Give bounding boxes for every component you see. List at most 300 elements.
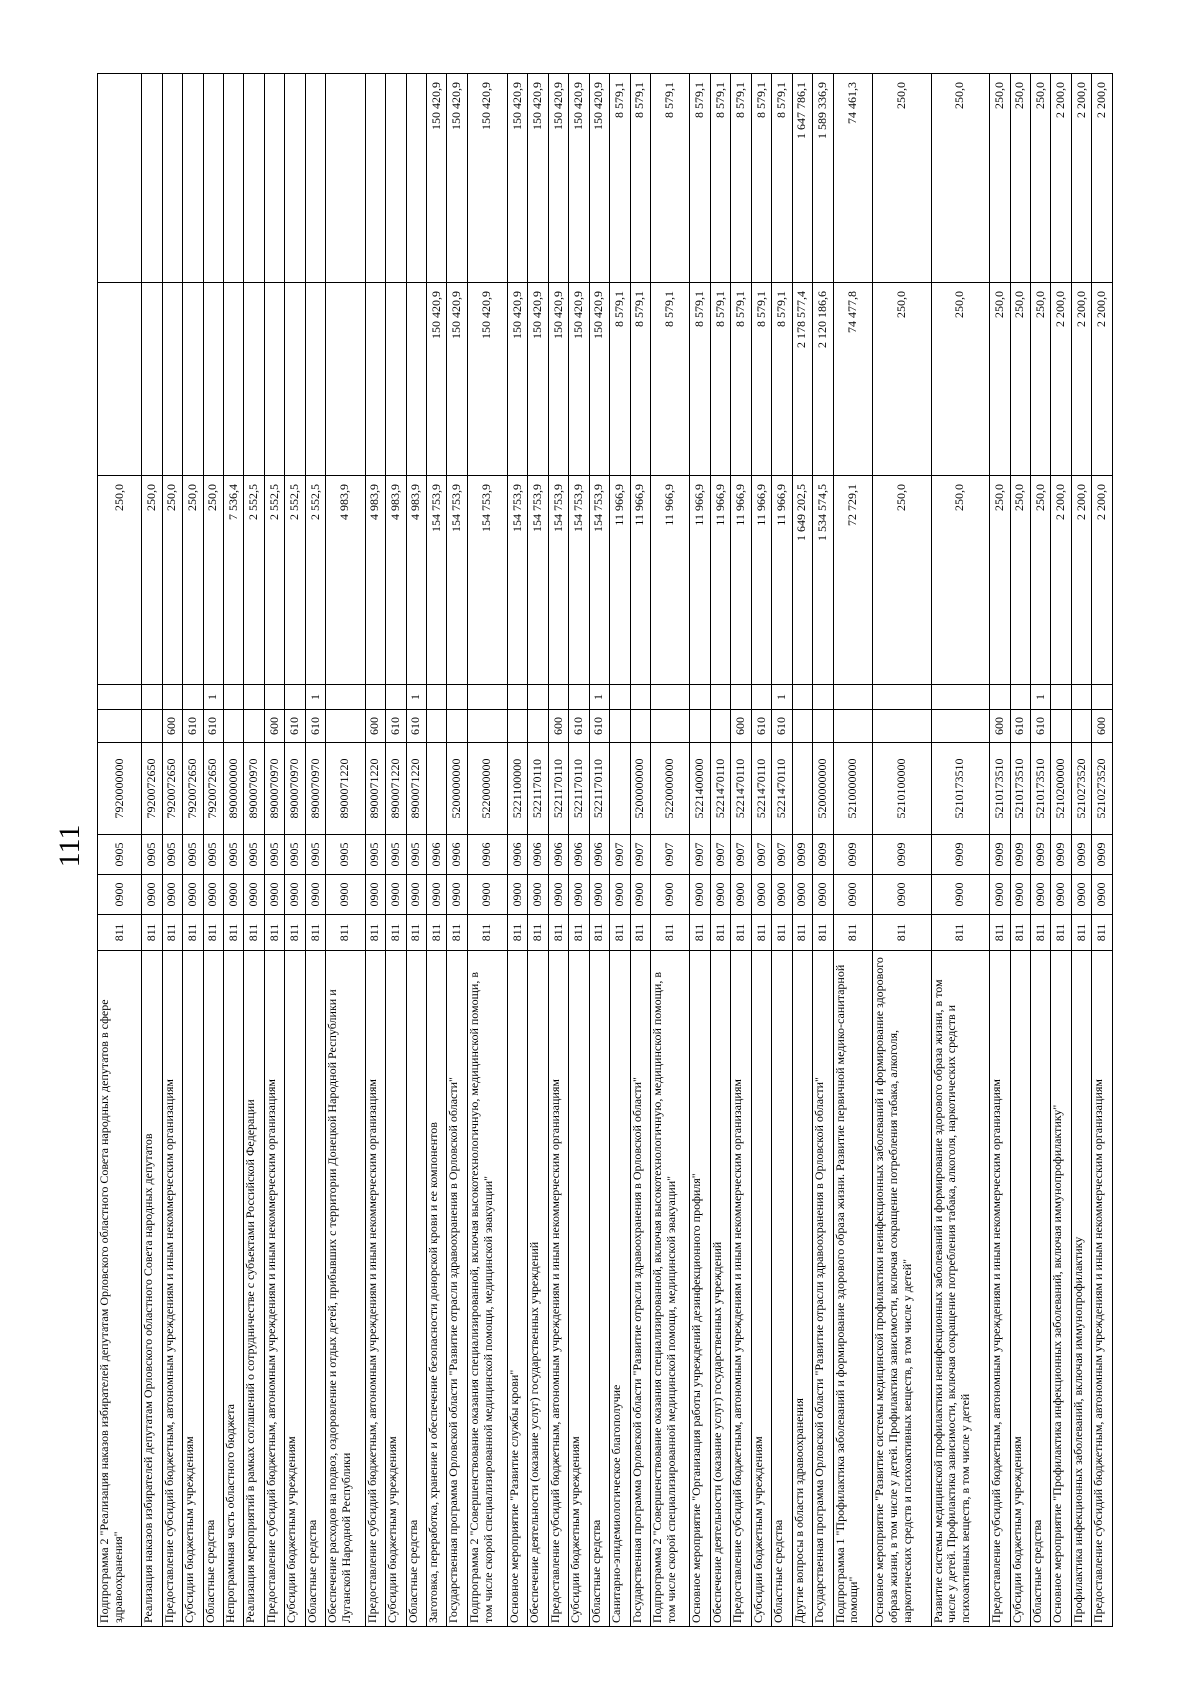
row-source-flag — [569, 685, 589, 710]
table-row — [162, 74, 182, 1627]
row-amount-3 — [264, 74, 284, 283]
row-amount-3 — [386, 74, 406, 283]
row-section-code: 0900 — [162, 875, 182, 915]
row-expense-type-code — [326, 710, 366, 743]
row-amount-3 — [203, 74, 223, 283]
row-amount-1: 2 200,0 — [1051, 476, 1071, 685]
row-name: Основное мероприятие "Профилактика инфекционных заболеваний, включая иммунопрофилактику" — [1051, 951, 1071, 1627]
row-expense-type-code — [223, 710, 243, 743]
row-ved-code: 811 — [223, 915, 243, 951]
table-row — [1092, 74, 1113, 1627]
row-expense-type-code: 610 — [569, 710, 589, 743]
row-expense-type-code — [1071, 710, 1091, 743]
row-amount-1: 154 753,9 — [569, 476, 589, 685]
row-amount-3: 8 579,1 — [630, 74, 650, 283]
row-name: Основное мероприятие "Развитие службы крови" — [507, 951, 527, 1627]
row-subsection-code: 0909 — [1031, 835, 1051, 875]
row-target-article-code: 8900071220 — [326, 743, 366, 835]
row-subsection-code: 0909 — [990, 835, 1010, 875]
row-amount-2 — [244, 283, 264, 476]
row-section-code: 0900 — [467, 875, 507, 915]
row-expense-type-code: 610 — [406, 710, 426, 743]
table-row — [326, 74, 366, 1627]
row-subsection-code: 0905 — [326, 835, 366, 875]
row-name: Предоставление субсидий бюджетным, автономным учреждениям и иным некоммерческим организациям — [365, 951, 385, 1627]
row-amount-1: 1 534 574,5 — [813, 476, 833, 685]
row-amount-1: 2 552,5 — [305, 476, 325, 685]
row-section-code: 0900 — [792, 875, 812, 915]
row-expense-type-code: 600 — [162, 710, 182, 743]
row-amount-2: 8 579,1 — [772, 283, 792, 476]
row-source-flag — [223, 685, 243, 710]
row-ved-code: 811 — [873, 915, 932, 951]
row-name: Подпрограмма 1 "Профилактика заболеваний и формирование здорового образа жизни. Развитие первичной медико-санитарной помощи" — [833, 951, 873, 1627]
row-target-article-code: 8900070970 — [285, 743, 305, 835]
row-ved-code: 811 — [1092, 915, 1113, 951]
row-expense-type-code — [710, 710, 730, 743]
row-amount-2: 250,0 — [873, 283, 932, 476]
row-subsection-code: 0905 — [203, 835, 223, 875]
row-source-flag — [990, 685, 1010, 710]
row-expense-type-code — [873, 710, 932, 743]
row-amount-1: 250,0 — [203, 476, 223, 685]
row-name: Государственная программа Орловской области "Развитие отрасли здравоохранения в Орловской области" — [447, 951, 467, 1627]
table-row — [1071, 74, 1091, 1627]
row-amount-3: 8 579,1 — [710, 74, 730, 283]
row-ved-code: 811 — [690, 915, 710, 951]
row-amount-2: 150 420,9 — [426, 283, 446, 476]
row-target-article-code: 7920072650 — [142, 743, 162, 835]
table-row — [833, 74, 873, 1627]
row-amount-3: 250,0 — [1031, 74, 1051, 283]
row-amount-1: 4 983,9 — [365, 476, 385, 685]
row-section-code: 0900 — [751, 875, 771, 915]
row-source-flag — [710, 685, 730, 710]
row-subsection-code: 0905 — [244, 835, 264, 875]
row-section-code: 0900 — [813, 875, 833, 915]
table-row — [931, 74, 990, 1627]
row-ved-code: 811 — [183, 915, 203, 951]
table-row — [589, 74, 609, 1627]
row-ved-code: 811 — [285, 915, 305, 951]
row-amount-3: 2 200,0 — [1092, 74, 1113, 283]
row-expense-type-code — [792, 710, 812, 743]
row-ved-code: 811 — [772, 915, 792, 951]
row-name: Основное мероприятие "Развитие системы медицинской профилактики неинфекционных заболеваний и формирование здорового образа жизни, в том числе у детей. Профилактика зависимости, включая сокращение потребления табака, алкоголя, наркотических средств и психоактивных веществ, в том числе у детей" — [873, 951, 932, 1627]
row-amount-1: 72 729,1 — [833, 476, 873, 685]
row-source-flag: 1 — [305, 685, 325, 710]
row-section-code: 0900 — [386, 875, 406, 915]
row-ved-code: 811 — [751, 915, 771, 951]
row-subsection-code: 0905 — [264, 835, 284, 875]
row-ved-code: 811 — [792, 915, 812, 951]
row-amount-3 — [223, 74, 243, 283]
row-amount-3: 250,0 — [990, 74, 1010, 283]
row-source-flag — [98, 685, 142, 710]
row-source-flag — [813, 685, 833, 710]
row-name: Государственная программа Орловской области "Развитие отрасли здравоохранения в Орловской области" — [630, 951, 650, 1627]
row-source-flag: 1 — [589, 685, 609, 710]
table-row — [772, 74, 792, 1627]
row-source-flag — [183, 685, 203, 710]
row-amount-2 — [264, 283, 284, 476]
row-subsection-code: 0905 — [406, 835, 426, 875]
row-ved-code: 811 — [528, 915, 548, 951]
row-section-code: 0900 — [548, 875, 568, 915]
row-target-article-code: 5221470110 — [710, 743, 730, 835]
row-amount-3 — [183, 74, 203, 283]
row-amount-3: 74 461,3 — [833, 74, 873, 283]
row-amount-3 — [365, 74, 385, 283]
row-section-code: 0900 — [931, 875, 990, 915]
row-target-article-code: 5210173510 — [990, 743, 1010, 835]
row-target-article-code: 5210273520 — [1092, 743, 1113, 835]
row-source-flag — [650, 685, 690, 710]
row-amount-1: 11 966,9 — [630, 476, 650, 685]
row-section-code: 0900 — [630, 875, 650, 915]
row-amount-2 — [203, 283, 223, 476]
row-source-flag — [467, 685, 507, 710]
row-amount-1: 4 983,9 — [326, 476, 366, 685]
row-target-article-code: 5210100000 — [873, 743, 932, 835]
table-row — [264, 74, 284, 1627]
row-amount-1: 11 966,9 — [610, 476, 630, 685]
row-target-article-code — [792, 743, 812, 835]
row-expense-type-code — [528, 710, 548, 743]
row-amount-1: 4 983,9 — [406, 476, 426, 685]
row-name: Другие вопросы в области здравоохранения — [792, 951, 812, 1627]
row-target-article-code: 5221470110 — [731, 743, 751, 835]
row-amount-3: 150 420,9 — [548, 74, 568, 283]
row-ved-code: 811 — [931, 915, 990, 951]
row-amount-1: 250,0 — [142, 476, 162, 685]
table-row — [1031, 74, 1051, 1627]
row-subsection-code: 0906 — [447, 835, 467, 875]
row-expense-type-code — [142, 710, 162, 743]
row-amount-2: 8 579,1 — [650, 283, 690, 476]
row-amount-1: 1 649 202,5 — [792, 476, 812, 685]
row-ved-code: 811 — [365, 915, 385, 951]
row-source-flag — [833, 685, 873, 710]
row-amount-3 — [244, 74, 264, 283]
row-ved-code: 811 — [1051, 915, 1071, 951]
row-source-flag — [931, 685, 990, 710]
row-ved-code: 811 — [162, 915, 182, 951]
row-amount-1: 250,0 — [931, 476, 990, 685]
row-expense-type-code: 600 — [548, 710, 568, 743]
row-amount-2 — [386, 283, 406, 476]
row-subsection-code: 0906 — [569, 835, 589, 875]
row-amount-2: 150 420,9 — [467, 283, 507, 476]
row-amount-1: 154 753,9 — [528, 476, 548, 685]
budget-table-container — [97, 74, 1113, 1627]
row-source-flag: 1 — [1031, 685, 1051, 710]
row-source-flag — [528, 685, 548, 710]
row-expense-type-code: 600 — [1092, 710, 1113, 743]
table-row — [183, 74, 203, 1627]
row-amount-1: 2 200,0 — [1092, 476, 1113, 685]
row-subsection-code: 0909 — [873, 835, 932, 875]
row-amount-1: 154 753,9 — [589, 476, 609, 685]
row-ved-code: 811 — [650, 915, 690, 951]
row-target-article-code: 5221170110 — [589, 743, 609, 835]
row-source-flag: 1 — [203, 685, 223, 710]
row-section-code: 0900 — [1051, 875, 1071, 915]
row-name: Областные средства — [203, 951, 223, 1627]
row-ved-code: 811 — [990, 915, 1010, 951]
row-expense-type-code — [244, 710, 264, 743]
row-name: Субсидии бюджетным учреждениям — [183, 951, 203, 1627]
row-target-article-code: 7920000000 — [98, 743, 142, 835]
row-subsection-code: 0906 — [426, 835, 446, 875]
row-amount-2: 8 579,1 — [690, 283, 710, 476]
row-amount-1: 250,0 — [1010, 476, 1030, 685]
row-source-flag — [792, 685, 812, 710]
row-section-code: 0900 — [1010, 875, 1030, 915]
table-row — [1051, 74, 1071, 1627]
row-amount-3: 150 420,9 — [507, 74, 527, 283]
table-row — [447, 74, 467, 1627]
row-amount-2: 150 420,9 — [447, 283, 467, 476]
row-section-code: 0900 — [406, 875, 426, 915]
row-subsection-code: 0909 — [792, 835, 812, 875]
row-amount-3: 2 200,0 — [1051, 74, 1071, 283]
row-amount-3 — [162, 74, 182, 283]
row-ved-code: 811 — [731, 915, 751, 951]
table-row — [406, 74, 426, 1627]
row-ved-code: 811 — [406, 915, 426, 951]
row-name: Подпрограмма 2 "Совершенствование оказания специализированной, включая высокотехнологичную, медицинской помощи, в том числе скорой специализированной медицинской помощи, медицинской эвакуации" — [650, 951, 690, 1627]
row-amount-2: 8 579,1 — [630, 283, 650, 476]
row-expense-type-code — [813, 710, 833, 743]
row-expense-type-code — [447, 710, 467, 743]
row-amount-2: 8 579,1 — [751, 283, 771, 476]
row-expense-type-code: 600 — [990, 710, 1010, 743]
row-name: Санитарно-эпидемиологическое благополучие — [610, 951, 630, 1627]
row-expense-type-code: 600 — [365, 710, 385, 743]
row-source-flag — [690, 685, 710, 710]
row-amount-3 — [98, 74, 142, 283]
table-row — [285, 74, 305, 1627]
row-source-flag — [873, 685, 932, 710]
row-expense-type-code: 610 — [203, 710, 223, 743]
row-section-code: 0900 — [589, 875, 609, 915]
row-source-flag — [1010, 685, 1030, 710]
row-amount-2: 150 420,9 — [569, 283, 589, 476]
row-expense-type-code: 610 — [1031, 710, 1051, 743]
row-section-code: 0900 — [98, 875, 142, 915]
row-ved-code: 811 — [386, 915, 406, 951]
row-subsection-code: 0905 — [386, 835, 406, 875]
row-amount-3 — [326, 74, 366, 283]
row-ved-code: 811 — [1031, 915, 1051, 951]
row-target-article-code: 8900070970 — [264, 743, 284, 835]
row-expense-type-code: 600 — [264, 710, 284, 743]
table-row — [690, 74, 710, 1627]
row-source-flag — [264, 685, 284, 710]
row-ved-code: 811 — [264, 915, 284, 951]
row-amount-1: 2 552,5 — [264, 476, 284, 685]
row-amount-1: 154 753,9 — [467, 476, 507, 685]
table-body — [98, 74, 1113, 1627]
table-row — [467, 74, 507, 1627]
row-subsection-code: 0905 — [223, 835, 243, 875]
page-number: 111 — [53, 824, 86, 868]
table-row — [507, 74, 527, 1627]
row-section-code: 0900 — [244, 875, 264, 915]
row-subsection-code: 0907 — [630, 835, 650, 875]
row-subsection-code: 0907 — [610, 835, 630, 875]
budget-table — [97, 73, 1113, 1627]
row-amount-3: 250,0 — [931, 74, 990, 283]
row-ved-code: 811 — [710, 915, 730, 951]
row-amount-3: 150 420,9 — [528, 74, 548, 283]
row-section-code: 0900 — [223, 875, 243, 915]
row-target-article-code: 5220000000 — [467, 743, 507, 835]
row-subsection-code: 0906 — [589, 835, 609, 875]
row-subsection-code: 0909 — [1010, 835, 1030, 875]
row-target-article-code: 8900071220 — [386, 743, 406, 835]
row-subsection-code: 0907 — [710, 835, 730, 875]
row-subsection-code: 0905 — [365, 835, 385, 875]
row-section-code: 0900 — [183, 875, 203, 915]
table-row — [365, 74, 385, 1627]
row-amount-2: 150 420,9 — [507, 283, 527, 476]
row-name: Субсидии бюджетным учреждениям — [285, 951, 305, 1627]
row-amount-2: 2 200,0 — [1051, 283, 1071, 476]
row-source-flag: 1 — [772, 685, 792, 710]
row-amount-1: 2 552,5 — [244, 476, 264, 685]
row-amount-2: 2 200,0 — [1071, 283, 1091, 476]
row-name: Субсидии бюджетным учреждениям — [386, 951, 406, 1627]
row-amount-1: 250,0 — [98, 476, 142, 685]
row-source-flag — [630, 685, 650, 710]
row-subsection-code: 0907 — [650, 835, 690, 875]
row-target-article-code: 5200000000 — [447, 743, 467, 835]
row-expense-type-code — [426, 710, 446, 743]
row-amount-3: 150 420,9 — [569, 74, 589, 283]
row-amount-2: 250,0 — [931, 283, 990, 476]
row-section-code: 0900 — [1092, 875, 1113, 915]
table-row — [548, 74, 568, 1627]
row-name: Государственная программа Орловской области "Развитие отрасли здравоохранения в Орловской области" — [813, 951, 833, 1627]
rotated-table-wrapper — [97, 74, 1113, 1627]
row-amount-2: 150 420,9 — [528, 283, 548, 476]
row-expense-type-code: 610 — [751, 710, 771, 743]
row-expense-type-code: 600 — [731, 710, 751, 743]
row-target-article-code: 5221170110 — [569, 743, 589, 835]
table-row — [386, 74, 406, 1627]
row-target-article-code: 8900071220 — [406, 743, 426, 835]
row-amount-2 — [326, 283, 366, 476]
row-subsection-code: 0905 — [183, 835, 203, 875]
row-name: Непрограммная часть областного бюджета — [223, 951, 243, 1627]
row-name: Предоставление субсидий бюджетным, автономным учреждениям и иным некоммерческим организациям — [990, 951, 1010, 1627]
row-amount-1: 250,0 — [162, 476, 182, 685]
row-ved-code: 811 — [326, 915, 366, 951]
row-amount-1: 11 966,9 — [710, 476, 730, 685]
table-row — [528, 74, 548, 1627]
row-amount-3 — [285, 74, 305, 283]
row-name: Основное мероприятие "Организация работы учреждений дезинфекционного профиля" — [690, 951, 710, 1627]
row-section-code: 0900 — [731, 875, 751, 915]
row-section-code: 0900 — [285, 875, 305, 915]
row-name: Областные средства — [772, 951, 792, 1627]
row-section-code: 0900 — [990, 875, 1010, 915]
row-ved-code: 811 — [142, 915, 162, 951]
row-amount-3: 8 579,1 — [751, 74, 771, 283]
row-target-article-code: 5221100000 — [507, 743, 527, 835]
row-source-flag — [548, 685, 568, 710]
row-amount-2 — [223, 283, 243, 476]
row-section-code: 0900 — [772, 875, 792, 915]
row-amount-2: 250,0 — [1010, 283, 1030, 476]
row-target-article-code: 5210173510 — [931, 743, 990, 835]
row-amount-2: 250,0 — [990, 283, 1010, 476]
row-amount-3: 8 579,1 — [772, 74, 792, 283]
row-name: Предоставление субсидий бюджетным, автономным учреждениям и иным некоммерческим организациям — [731, 951, 751, 1627]
row-amount-3: 250,0 — [873, 74, 932, 283]
row-subsection-code: 0909 — [931, 835, 990, 875]
row-expense-type-code: 610 — [305, 710, 325, 743]
row-expense-type-code — [630, 710, 650, 743]
row-ved-code: 811 — [833, 915, 873, 951]
row-ved-code: 811 — [244, 915, 264, 951]
row-section-code: 0900 — [690, 875, 710, 915]
row-amount-1: 250,0 — [1031, 476, 1051, 685]
row-amount-2 — [98, 283, 142, 476]
row-amount-2: 74 477,8 — [833, 283, 873, 476]
row-amount-1: 7 536,4 — [223, 476, 243, 685]
row-amount-2: 150 420,9 — [589, 283, 609, 476]
row-amount-1: 2 200,0 — [1071, 476, 1091, 685]
row-target-article-code: 5221470110 — [751, 743, 771, 835]
table-row — [305, 74, 325, 1627]
row-subsection-code: 0907 — [751, 835, 771, 875]
row-name: Подпрограмма 2 "Реализация наказов избирателей депутатам Орловского областного Совета народных депутатов в сфере здравоохранения" — [98, 951, 142, 1627]
row-subsection-code: 0905 — [285, 835, 305, 875]
row-expense-type-code: 610 — [589, 710, 609, 743]
row-source-flag — [1071, 685, 1091, 710]
row-target-article-code: 5210273520 — [1071, 743, 1091, 835]
row-expense-type-code — [650, 710, 690, 743]
row-amount-3 — [406, 74, 426, 283]
row-amount-2: 8 579,1 — [710, 283, 730, 476]
row-subsection-code: 0906 — [467, 835, 507, 875]
table-row — [731, 74, 751, 1627]
row-section-code: 0900 — [447, 875, 467, 915]
row-source-flag: 1 — [406, 685, 426, 710]
row-source-flag — [142, 685, 162, 710]
row-name: Предоставление субсидий бюджетным, автономным учреждениям и иным некоммерческим организациям — [264, 951, 284, 1627]
row-target-article-code: 7920072650 — [183, 743, 203, 835]
row-amount-3: 2 200,0 — [1071, 74, 1091, 283]
row-amount-3: 1 589 336,9 — [813, 74, 833, 283]
row-ved-code: 811 — [630, 915, 650, 951]
row-subsection-code: 0907 — [731, 835, 751, 875]
row-amount-2 — [142, 283, 162, 476]
row-subsection-code: 0909 — [1071, 835, 1091, 875]
table-row — [813, 74, 833, 1627]
row-amount-3: 150 420,9 — [467, 74, 507, 283]
row-ved-code: 811 — [507, 915, 527, 951]
row-amount-2: 8 579,1 — [610, 283, 630, 476]
row-name: Подпрограмма 2 "Совершенствование оказания специализированной, включая высокотехнологичную, медицинской помощи, в том числе скорой специализированной медицинской помощи, медицинской эвакуации" — [467, 951, 507, 1627]
row-name: Областные средства — [305, 951, 325, 1627]
row-name: Обеспечение расходов на подвоз, оздоровление и отдых детей, прибывших с территории Донецкой Народной Республики и Луганской Народной Республики — [326, 951, 366, 1627]
row-ved-code: 811 — [426, 915, 446, 951]
row-target-article-code: 5210173510 — [1010, 743, 1030, 835]
